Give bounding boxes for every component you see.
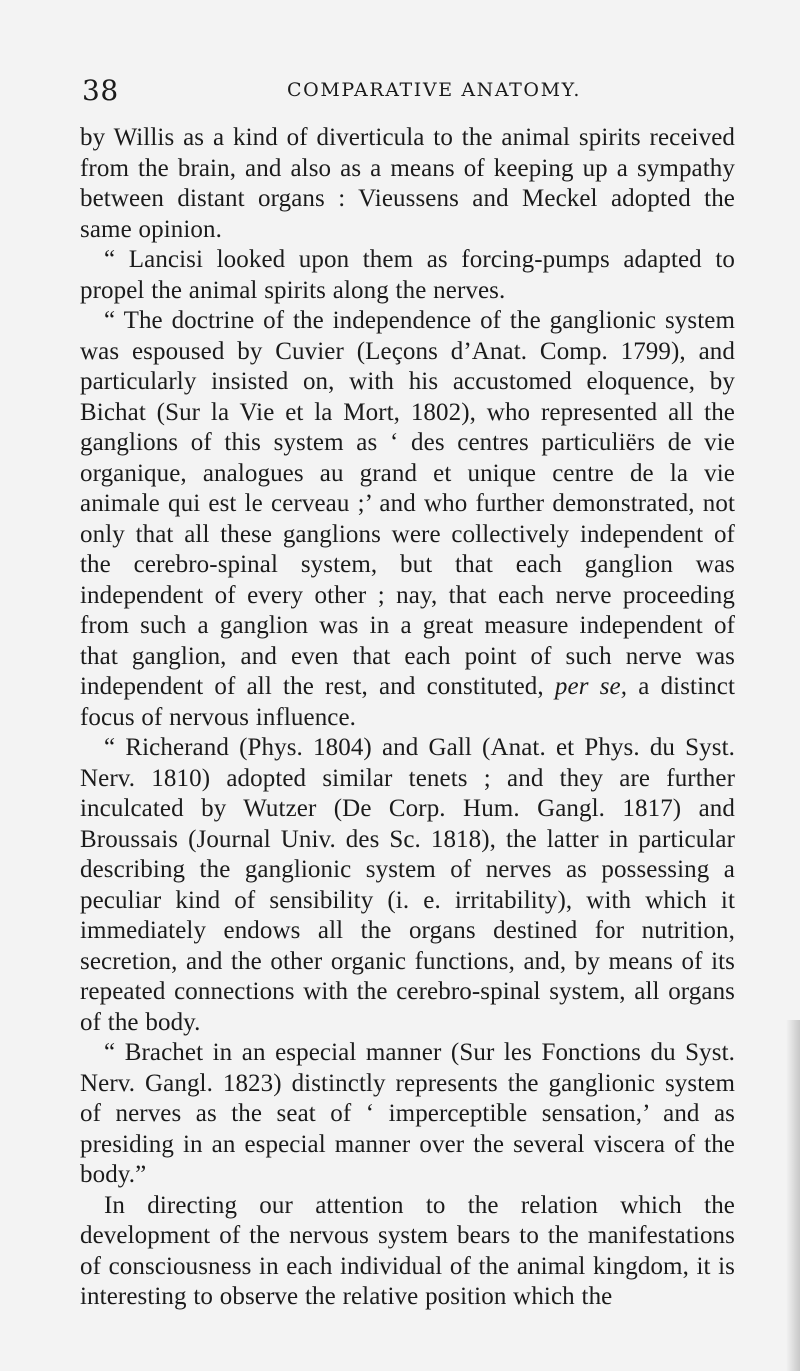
paragraph-directing: In directing our attention to the relation which the development of the nervous system bears to the manifestations of consciousness in each individual of the animal kingdom, it is interesting to observe the relative position which the — [80, 1191, 735, 1310]
running-title: COMPARATIVE ANATOMY. — [287, 79, 581, 101]
paragraph-brachet: “ Brachet in an especial manner (Sur les Fonctions du Syst. Nerv. Gangl. 1823) distinctly represents the ganglionic system of nerves as the seat of ‘ imperceptible sensation,’ and as presiding in an especial manner over the several viscera of the body.” — [80, 1039, 735, 1188]
page-edge-shadow — [786, 1020, 800, 1371]
paragraph-independence-ending: a distinct focus of nervous influence. — [80, 673, 735, 731]
running-head — [82, 74, 734, 110]
page-number: 38 — [82, 74, 119, 107]
paragraph-independence-text: “ The doctrine of the independence of the ganglionic system was espoused by Cuvier (Leçons d’Anat. Comp. 1799), and particularly insisted on, with his accustomed eloquence, by Bichat (Sur la Vie et la Mort, 1802), who represented all the ganglions of this system as ‘ des centres particuliërs de vie organique, analogues au grand et unique centre de la vie animale qui est le cerveau ;’ and who further demonstrated, not only that all these ganglions were collectively independent of the cerebro-spinal system, but that each ganglion was independent of every other ; nay, that each nerve proceeding from such a ganglion was in a great measure independent of that ganglion, and even that each point of such nerve was independent of all the rest, and constituted, — [80, 307, 735, 700]
body-text — [80, 123, 735, 1313]
paragraph-lancisi: “ Lancisi looked upon them as forcing-pumps adapted to propel the animal spirits along the nerves. — [80, 246, 735, 304]
paragraph-independence — [80, 306, 735, 733]
paragraph-willis: by Willis as a kind of diverticula to the animal spirits received from the brain, and also as a means of keeping up a sympathy between distant organs : Vieussens and Meckel adopted the same opinion. — [80, 124, 735, 243]
paragraph-richerand: “ Richerand (Phys. 1804) and Gall (Anat. et Phys. du Syst. Nerv. 1810) adopted similar tenets ; and they are further inculcated by Wutzer (De Corp. Hum. Gangl. 1817) and Broussais (Journal Univ. des Sc. 1818), the latter in particular describing the ganglionic system of nerves as possessing a peculiar kind of sensibility (i. e. irritability), with which it immediately endows all the organs destined for nutrition, secretion, and the other organic functions, and, by means of its repeated connections with the cerebro-spinal system, all organs of the body. — [80, 734, 735, 1036]
italic-phrase: per se, — [554, 673, 628, 700]
